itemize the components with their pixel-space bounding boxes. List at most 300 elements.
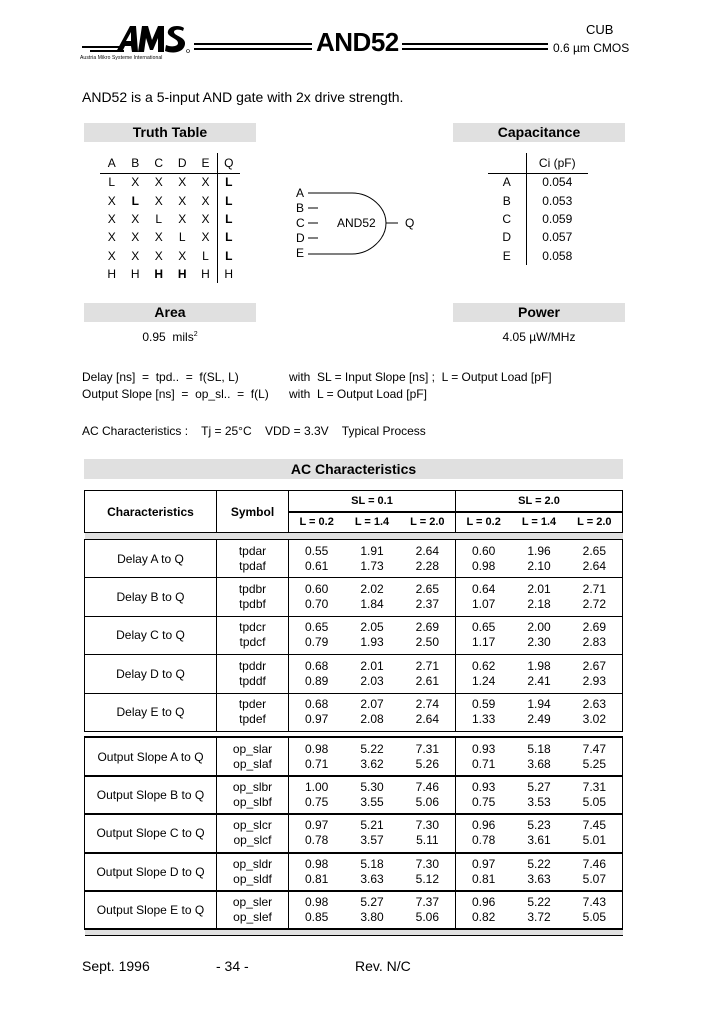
value-cell: 1.91 (360, 543, 384, 558)
value-cell: 0.97 (304, 818, 329, 833)
symbol-rise: tpdcr (239, 620, 266, 635)
tt-header: D (171, 153, 195, 173)
tt-cell: H (107, 267, 117, 282)
table-row (85, 578, 623, 616)
value-cell: 0.60 (304, 582, 329, 597)
value-cell: 2.05 (360, 620, 384, 635)
value-cell: 5.05 (582, 910, 606, 925)
values-sl-group-1 (289, 814, 456, 852)
values-sl-group-2 (456, 578, 623, 616)
values-sl-group-2 (456, 853, 623, 891)
col-sl-group-1: SL = 0.1 (289, 491, 456, 512)
load-header: L = 2.0 (410, 516, 445, 529)
tt-cell: L (202, 248, 209, 263)
tt-cell: X (201, 211, 210, 226)
tt-cell: X (154, 248, 163, 263)
value-cell: 0.98 (304, 741, 329, 756)
value-cell: 2.71 (582, 582, 606, 597)
value-cell: 7.46 (582, 856, 606, 871)
value-cell: 1.73 (360, 558, 384, 573)
value-cell: 3.57 (360, 833, 384, 848)
tt-cell: L (218, 228, 240, 246)
tt-row (100, 210, 240, 228)
gate-input-e: E (296, 246, 305, 260)
values-sl-group-2 (456, 693, 623, 731)
tt-cell: X (201, 175, 210, 190)
value-cell: 0.70 (304, 597, 329, 612)
tt-cell: L (218, 247, 240, 265)
value-cell: 0.65 (471, 620, 496, 635)
tt-row (100, 265, 240, 283)
footer-date: Sept. 1996 (82, 958, 150, 974)
value-cell: 3.72 (527, 910, 551, 925)
tt-cell: X (131, 248, 140, 263)
gate-input-c: C (296, 216, 305, 230)
table-row (85, 655, 623, 693)
table-row (85, 814, 623, 852)
value-cell: 0.78 (304, 833, 329, 848)
col-sl-group-2: SL = 2.0 (456, 491, 623, 512)
values-sl-group-1 (289, 737, 456, 775)
symbol-fall: op_slbf (233, 795, 272, 810)
header-rule-right (402, 43, 548, 50)
library-name: CUB (586, 22, 614, 37)
process-name: 0.6 µm CMOS (553, 41, 630, 55)
value-cell: 0.98 (471, 558, 496, 573)
table-separator (85, 533, 623, 540)
symbol-cell (217, 814, 289, 852)
value-cell: 5.27 (360, 895, 384, 910)
tt-cell: X (131, 211, 140, 226)
value-cell: 1.24 (471, 673, 496, 688)
and-gate-symbol (290, 182, 430, 262)
area-value-text: 0.95 mils (142, 330, 194, 344)
value-cell: 0.65 (304, 620, 329, 635)
symbol-cell (217, 655, 289, 693)
table-row (85, 853, 623, 891)
value-cell: 5.22 (527, 856, 551, 871)
value-cell: 2.64 (415, 543, 439, 558)
gate-name: AND52 (337, 216, 376, 230)
values-sl-group-1 (289, 616, 456, 654)
gate-output-q: Q (405, 216, 415, 230)
value-cell: 5.21 (360, 818, 384, 833)
symbol-cell (217, 578, 289, 616)
slope-rows (85, 737, 623, 929)
characteristic-name: Output Slope A to Q (85, 737, 217, 775)
symbol-rise: tpdbr (238, 582, 267, 597)
truth-table (100, 153, 240, 283)
value-cell: 2.65 (582, 543, 606, 558)
value-cell: 0.71 (304, 756, 329, 771)
load-headers-sl2 (456, 512, 623, 533)
value-cell: 2.01 (360, 658, 384, 673)
tt-header: C (147, 153, 171, 173)
tt-cell: X (107, 248, 116, 263)
logo-subtitle: Austria Mikro Systeme International (80, 55, 163, 61)
tt-cell: X (131, 230, 140, 245)
load-header: L = 2.0 (577, 516, 612, 529)
capacitance-table (488, 153, 588, 265)
cap-row (488, 173, 588, 191)
ac-conditions: AC Characteristics : Tj = 25°C VDD = 3.3V Typical Process (82, 424, 426, 438)
tt-header: E (194, 153, 218, 173)
value-cell: 0.97 (471, 856, 496, 871)
value-cell: 2.69 (582, 620, 606, 635)
symbol-fall: op_slcf (233, 833, 272, 848)
area-unit-sup: 2 (193, 331, 198, 338)
table-row (85, 776, 623, 814)
tt-header: A (100, 153, 124, 173)
value-cell: 5.01 (582, 833, 606, 848)
value-cell: 3.63 (360, 871, 384, 886)
value-cell: 2.64 (415, 712, 439, 727)
gate-input-d: D (296, 231, 305, 245)
tt-cell: X (178, 193, 187, 208)
value-cell: 5.05 (582, 795, 606, 810)
characteristic-name: Delay A to Q (85, 540, 217, 578)
symbol-cell (217, 776, 289, 814)
value-cell: 0.93 (471, 741, 496, 756)
value-cell: 5.06 (415, 910, 439, 925)
symbol-rise: tpdar (238, 543, 267, 558)
tt-cell: X (107, 193, 116, 208)
value-cell: 7.37 (415, 895, 439, 910)
cap-value: 0.053 (526, 191, 588, 209)
value-cell: 3.02 (582, 712, 606, 727)
tt-cell: L (131, 193, 139, 208)
value-cell: 2.71 (415, 658, 439, 673)
value-cell: 0.97 (304, 712, 329, 727)
symbol-fall: tpdaf (239, 558, 266, 573)
value-cell: 5.22 (527, 895, 551, 910)
value-cell: 2.93 (582, 673, 606, 688)
gate-input-a: A (296, 186, 305, 200)
cap-pin: A (502, 175, 511, 190)
value-cell: 5.27 (527, 780, 551, 795)
value-cell: 2.03 (360, 673, 384, 688)
value-cell: 0.85 (304, 910, 329, 925)
value-cell: 2.72 (582, 597, 606, 612)
symbol-cell (217, 737, 289, 775)
value-cell: 0.75 (471, 795, 496, 810)
footer-page: - 34 - (216, 958, 249, 974)
value-cell: 5.18 (527, 741, 551, 756)
value-cell: 7.46 (415, 780, 439, 795)
value-cell: 2.28 (415, 558, 439, 573)
value-cell: 0.75 (304, 795, 329, 810)
cap-pin: B (502, 193, 511, 208)
tt-row (100, 228, 240, 246)
value-cell: 5.11 (416, 833, 439, 848)
value-cell: 2.83 (582, 635, 606, 650)
value-cell: 0.89 (304, 673, 329, 688)
value-cell: 1.07 (471, 597, 496, 612)
symbol-rise: op_slbr (232, 780, 273, 795)
value-cell: 7.30 (415, 856, 439, 871)
value-cell: 0.78 (471, 833, 496, 848)
table-row (85, 540, 623, 578)
tt-cell: L (218, 210, 240, 228)
value-cell: 3.63 (527, 871, 551, 886)
value-cell: 1.00 (304, 780, 329, 795)
value-cell: 2.41 (527, 673, 551, 688)
symbol-cell (217, 693, 289, 731)
value-cell: 2.02 (360, 582, 384, 597)
cap-pin: C (502, 211, 512, 226)
value-cell: 7.30 (415, 818, 439, 833)
tt-header: B (124, 153, 148, 173)
tt-cell: L (155, 211, 163, 226)
value-cell: 1.98 (527, 658, 551, 673)
value-cell: 0.81 (304, 871, 329, 886)
value-cell: 5.25 (582, 756, 606, 771)
values-sl-group-2 (456, 776, 623, 814)
values-sl-group-1 (289, 578, 456, 616)
symbol-fall: tpdef (239, 712, 266, 727)
col-symbol: Symbol (217, 491, 289, 533)
value-cell: 1.17 (471, 635, 496, 650)
cap-row (488, 191, 588, 209)
table-row (85, 693, 623, 731)
tt-cell: H (177, 267, 187, 282)
value-cell: 5.26 (415, 756, 439, 771)
tt-cell: L (218, 173, 240, 191)
symbol-rise: op_sldr (232, 856, 273, 871)
symbol-rise: op_sler (232, 895, 273, 910)
values-sl-group-1 (289, 891, 456, 929)
value-cell: 5.07 (582, 871, 606, 886)
cap-row (488, 228, 588, 246)
tt-row (100, 191, 240, 209)
tt-cell: L (108, 175, 116, 190)
value-cell: 0.82 (471, 910, 496, 925)
table-separator (85, 929, 623, 935)
value-cell: 0.59 (471, 697, 496, 712)
symbol-rise: op_slcr (233, 818, 272, 833)
value-cell: 2.49 (527, 712, 551, 727)
tt-cell: X (201, 230, 210, 245)
value-cell: 0.71 (471, 756, 496, 771)
slope-formula-with: with L = Output Load [pF] (289, 387, 427, 401)
values-sl-group-2 (456, 616, 623, 654)
value-cell: 2.07 (360, 697, 384, 712)
ac-characteristics-table (84, 490, 623, 936)
table-row (85, 891, 623, 929)
value-cell: 0.96 (471, 895, 496, 910)
ams-logo-icon (80, 22, 192, 56)
value-cell: 2.61 (415, 673, 439, 688)
tt-row (100, 247, 240, 265)
value-cell: 0.68 (304, 658, 329, 673)
symbol-fall: tpddf (239, 673, 266, 688)
tt-cell: L (178, 230, 186, 245)
values-sl-group-2 (456, 655, 623, 693)
values-sl-group-2 (456, 737, 623, 775)
cap-header-blank (488, 153, 526, 173)
value-cell: 2.65 (415, 582, 439, 597)
symbol-rise: op_slar (232, 741, 273, 756)
value-cell: 0.61 (304, 558, 329, 573)
cap-header: Ci (pF) (526, 153, 588, 173)
tt-cell: H (218, 265, 240, 283)
tt-cell: X (131, 175, 140, 190)
value-cell: 2.37 (415, 597, 439, 612)
symbol-fall: tpdbf (239, 597, 266, 612)
area-title: Area (84, 303, 256, 322)
truth-table-title: Truth Table (84, 123, 256, 142)
value-cell: 2.01 (527, 582, 551, 597)
header-rule-left (194, 43, 312, 50)
symbol-cell (217, 853, 289, 891)
ac-title: AC Characteristics (84, 459, 623, 479)
col-characteristics: Characteristics (85, 491, 217, 533)
slope-formula: Output Slope [ns] = op_sl.. = f(L) (82, 387, 269, 401)
value-cell: 5.22 (360, 741, 384, 756)
tt-cell: X (154, 230, 163, 245)
tt-cell: X (154, 193, 163, 208)
tt-cell: X (178, 248, 187, 263)
values-sl-group-1 (289, 655, 456, 693)
load-header: L = 0.2 (466, 516, 501, 529)
characteristic-name: Delay C to Q (85, 616, 217, 654)
tt-cell: X (178, 175, 187, 190)
tt-cell: X (154, 175, 163, 190)
delay-rows (85, 540, 623, 732)
power-title: Power (453, 303, 625, 322)
value-cell: 5.06 (415, 795, 439, 810)
value-cell: 7.31 (582, 780, 606, 795)
capacitance-title: Capacitance (453, 123, 625, 142)
value-cell: 1.84 (360, 597, 384, 612)
symbol-fall: op_slaf (233, 756, 272, 771)
value-cell: 2.74 (415, 697, 439, 712)
value-cell: 0.60 (471, 543, 496, 558)
characteristic-name: Output Slope B to Q (85, 776, 217, 814)
load-headers-sl1 (289, 512, 456, 533)
tt-cell: X (107, 211, 116, 226)
value-cell: 7.47 (582, 741, 606, 756)
tt-cell: H (201, 267, 210, 282)
tt-cell: X (107, 230, 116, 245)
area-value (84, 330, 256, 344)
ams-logo (80, 22, 192, 64)
value-cell: 2.64 (582, 558, 606, 573)
value-cell: 2.10 (527, 558, 551, 573)
values-sl-group-1 (289, 693, 456, 731)
value-cell: 0.98 (304, 895, 329, 910)
value-cell: 2.30 (527, 635, 551, 650)
symbol-cell (217, 616, 289, 654)
value-cell: 2.08 (360, 712, 384, 727)
power-value: 4.05 µW/MHz (502, 330, 576, 344)
value-cell: 1.93 (360, 635, 384, 650)
tt-cell: H (154, 267, 164, 282)
value-cell: 2.18 (527, 597, 551, 612)
value-cell: 0.62 (471, 658, 496, 673)
values-sl-group-1 (289, 540, 456, 578)
table-row (85, 616, 623, 654)
value-cell: 3.68 (527, 756, 551, 771)
symbol-rise: tpder (238, 697, 267, 712)
value-cell: 0.98 (304, 856, 329, 871)
value-cell: 3.53 (527, 795, 551, 810)
characteristic-name: Output Slope C to Q (85, 814, 217, 852)
cap-value: 0.058 (526, 247, 588, 265)
value-cell: 0.79 (304, 635, 329, 650)
value-cell: 2.50 (415, 635, 439, 650)
value-cell: 5.18 (360, 856, 384, 871)
characteristic-name: Delay B to Q (85, 578, 217, 616)
load-header: L = 1.4 (521, 516, 557, 529)
cap-value: 0.054 (526, 173, 588, 191)
cap-value: 0.059 (526, 210, 588, 228)
value-cell: 0.68 (304, 697, 329, 712)
symbol-cell (217, 540, 289, 578)
cap-value: 0.057 (526, 228, 588, 246)
characteristic-name: Output Slope D to Q (85, 853, 217, 891)
delay-formula: Delay [ns] = tpd.. = f(SL, L) (82, 370, 239, 384)
characteristic-name: Delay E to Q (85, 693, 217, 731)
delay-formula-with: with SL = Input Slope [ns] ; L = Output Load [pF] (289, 370, 552, 384)
value-cell: 1.96 (527, 543, 551, 558)
value-cell: 1.33 (471, 712, 496, 727)
value-cell: 7.43 (582, 895, 606, 910)
value-cell: 0.96 (471, 818, 496, 833)
value-cell: 5.30 (360, 780, 384, 795)
cap-pin: E (502, 248, 511, 263)
symbol-cell (217, 891, 289, 929)
cap-pin: D (502, 230, 512, 245)
symbol-fall: op_slef (233, 910, 272, 925)
value-cell: 7.31 (415, 741, 439, 756)
values-sl-group-2 (456, 540, 623, 578)
value-cell: 2.69 (415, 620, 439, 635)
tt-row (100, 173, 240, 191)
symbol-fall: op_sldf (233, 871, 272, 886)
table-row (85, 737, 623, 775)
cap-row (488, 210, 588, 228)
value-cell: 0.55 (304, 543, 329, 558)
tt-header: Q (218, 153, 240, 173)
value-cell: 7.45 (582, 818, 606, 833)
page-title: AND52 (316, 27, 399, 57)
values-sl-group-1 (289, 776, 456, 814)
values-sl-group-1 (289, 853, 456, 891)
values-sl-group-2 (456, 891, 623, 929)
intro-text: AND52 is a 5-input AND gate with 2x drive strength. (82, 89, 404, 105)
value-cell: 0.64 (471, 582, 496, 597)
load-header: L = 0.2 (299, 516, 334, 529)
cap-row (488, 247, 588, 265)
tt-cell: H (130, 267, 140, 282)
values-sl-group-2 (456, 814, 623, 852)
tt-cell: X (178, 211, 187, 226)
load-header: L = 1.4 (354, 516, 390, 529)
value-cell: 0.81 (471, 871, 496, 886)
tt-cell: L (218, 191, 240, 209)
value-cell: 2.67 (582, 658, 606, 673)
symbol-fall: tpdcf (239, 635, 266, 650)
value-cell: 3.80 (360, 910, 384, 925)
value-cell: 5.23 (527, 818, 551, 833)
gate-input-b: B (296, 201, 305, 215)
characteristic-name: Delay D to Q (85, 655, 217, 693)
symbol-rise: tpddr (238, 658, 267, 673)
characteristic-name: Output Slope E to Q (85, 891, 217, 929)
value-cell: 5.12 (415, 871, 439, 886)
value-cell: 3.61 (527, 833, 551, 848)
